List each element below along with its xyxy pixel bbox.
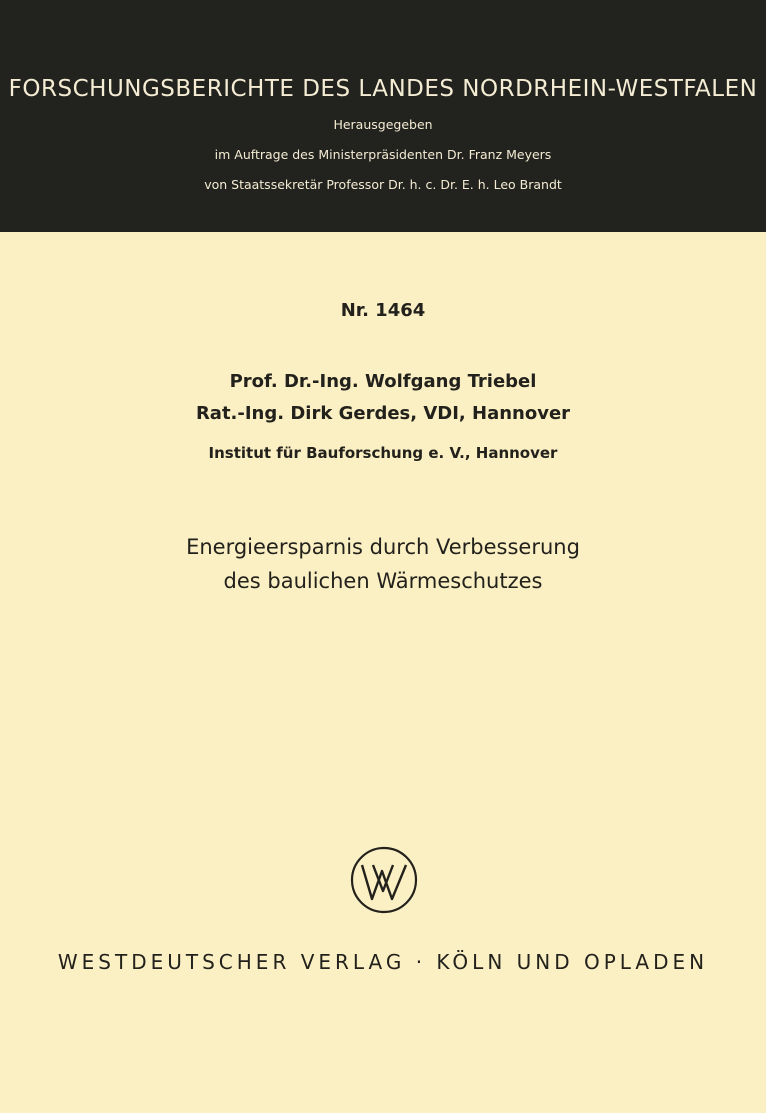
report-number: Nr. 1464 (340, 300, 426, 321)
report-title-line-2: des baulichen Wärmeschutzes (223, 569, 543, 593)
editor-line-2: im Auftrage des Ministerpräsidenten Dr. Franz Meyers (214, 147, 552, 162)
editor-line-3: von Staatssekretär Professor Dr. h. c. Dr. E. h. Leo Brandt (204, 177, 562, 192)
publisher-name: WESTDEUTSCHER VERLAG · KÖLN UND OPLADEN (57, 950, 709, 974)
author-2: Rat.-Ing. Dirk Gerdes, VDI, Hannover (195, 403, 571, 424)
header-band (0, 0, 766, 232)
editor-line-1: Herausgegeben (333, 117, 433, 132)
author-1: Prof. Dr.-Ing. Wolfgang Triebel (229, 371, 537, 392)
wv-logo-icon (349, 845, 419, 915)
report-title-line-1: Energieersparnis durch Verbesserung (186, 535, 580, 559)
institute: Institut für Bauforschung e. V., Hannover (208, 444, 558, 462)
series-title: FORSCHUNGSBERICHTE DES LANDES NORDRHEIN-WESTFALEN (8, 76, 758, 102)
